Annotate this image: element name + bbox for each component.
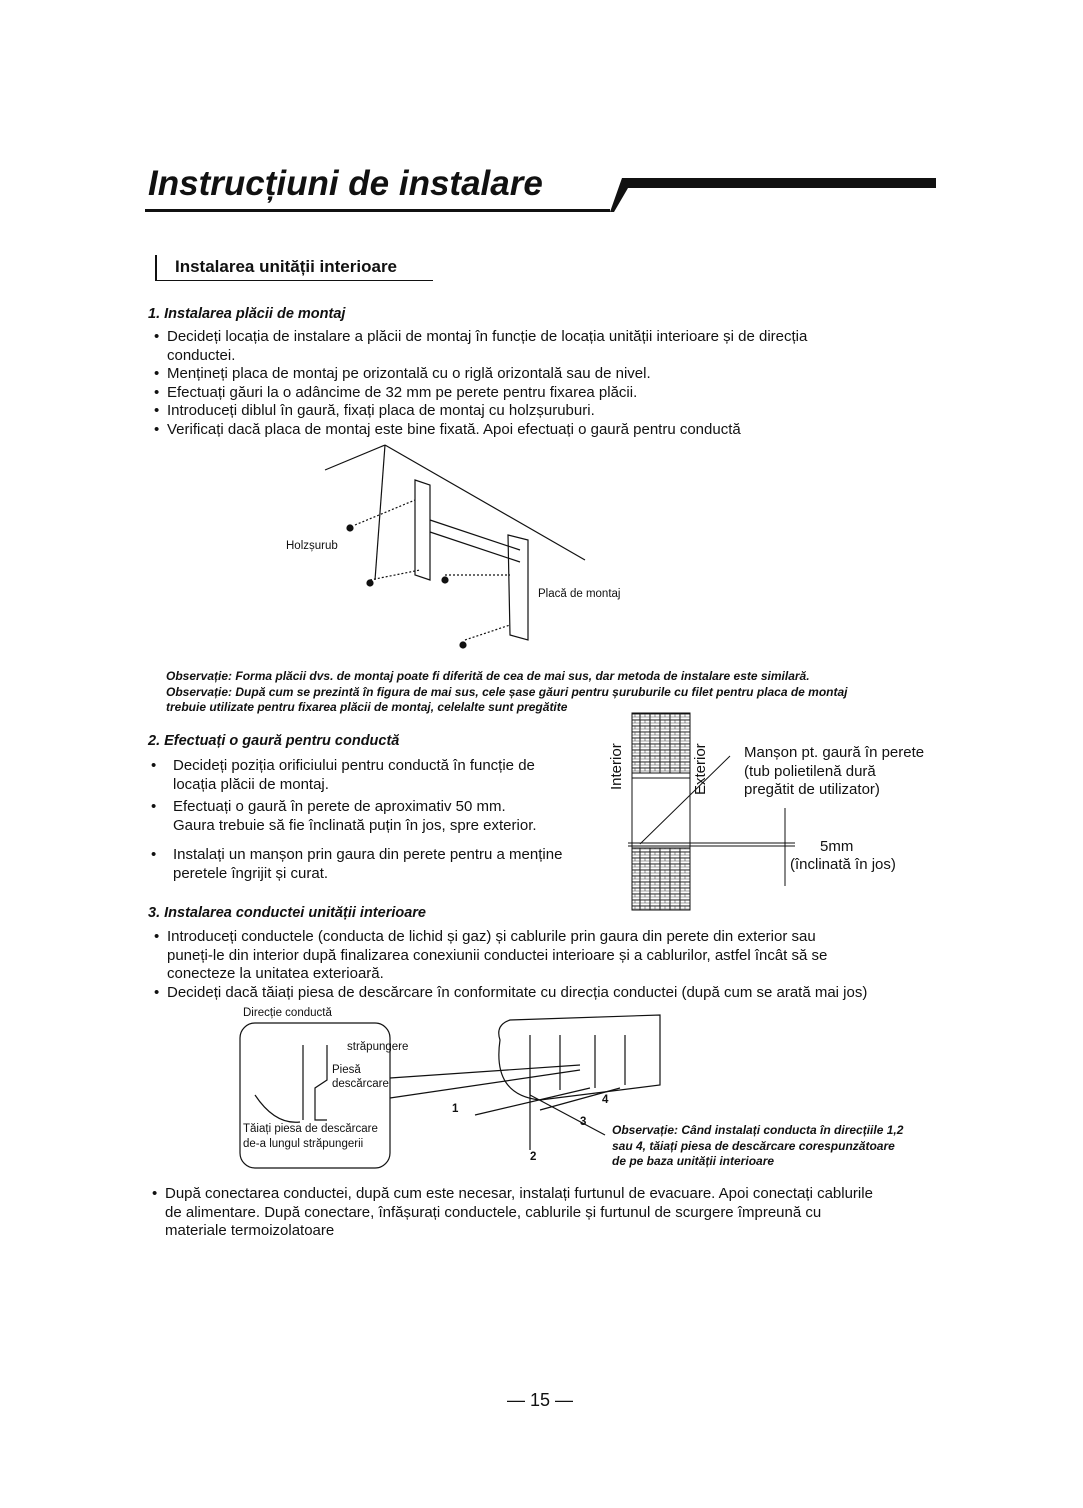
bullet-text: Efectuați găuri la o adâncime de 32 mm pe perete pentru fixarea plăcii. [167,383,638,401]
s3-note [612,1123,903,1170]
direction-2: 2 [530,1151,537,1163]
s3-heading: 3. Instalarea conductei unității interioare [148,905,426,921]
note: de pe baza unității interioare [612,1154,775,1168]
interior-label: Interior [608,743,625,790]
sleeve-line: (tub polietilenă dură [744,762,876,780]
plate-label: Placă de montaj [538,588,621,600]
s3-bullets: • Introduceți conductele (conducta de lichid și gaz) și cablurile prin gaura din perete din exterior sau puneți-le din interior după finalizarea conexiunii conductei interioare și a cablurilor, astfel încât să se conecteze la unitatea exterioară. • Decideți dacă tăiați piesa de descărcare în conformitate cu direcția conductei (după cum se arată mai jos) [154,928,868,1001]
final-bullet: • După conectarea conductei, după cum este necesar, instalați furtunul de evacuare. Apoi conectați cablurile de alimentare. După conectare, înfășurați conductele, cablurile și furtunul de scurgere împreună cu materiale termoizolatoare [152,1185,873,1239]
bullet-text: Introduceți diblul în gaură, fixați placa de montaj cu holzșuruburi. [167,402,595,419]
bullet-text: materiale termoizolatoare [165,1222,335,1239]
page-title: Instrucțiuni de instalare [148,164,543,203]
note: Observație: Forma plăcii dvs. de montaj poate fi diferită de cea de mai sus, dar metoda de instalare este similară. [166,669,810,683]
bullet-text: Introduceți conductele (conducta de lichid și gaz) și cablurile prin gaura din perete din exterior sau [167,928,816,945]
slope-value: 5mm [820,838,854,855]
sleeve-label [744,744,924,800]
bullet-text: Efectuați o gaură în perete de aproximativ 50 mm. [173,798,506,815]
s2-heading: 2. Efectuați o gaură pentru conductă [148,733,400,749]
cut-label: Tăiați piesa de descărcare [243,1123,378,1135]
direction-label: Direcție conductă [243,1007,332,1019]
bullet-text: peretele îngrijit și curat. [173,864,329,882]
bullet-text: Decideți locația de instalare a plăcii de montaj în funcție de locația unității interioare și de direcția [167,328,808,345]
bullet-text: conductei. [167,346,236,364]
note: sau 4, tăiați piesa de descărcare corespunzătoare [612,1138,895,1153]
note: trebuie utilizate pentru fixarea plăcii de montaj, celelalte sunt pregătite [166,700,568,714]
bullet-text: Verificați dacă placa de montaj este bine fixată. Apoi efectuați o gaură pentru conductă [167,420,741,438]
direction-3: 3 [580,1116,587,1128]
wall-hole-figure [600,708,920,918]
cut-label-2: de-a lungul străpungerii [243,1138,364,1150]
slope-note: (înclinată în jos) [790,856,896,873]
bullet-text: puneți-le din interior după finalizarea conexiunii conductei interioare și a cablurilor, astfel încât să se [167,946,828,964]
sleeve-line: pregătit de utilizator) [744,781,880,798]
s2-bullets: • Decideți poziția orificiului pentru conductă în funcție de locația plăcii de montaj. • Efectuați o gaură în perete de aproximativ 50 mm. Gaura trebuie să fie înclinată puțin în jos, spre exterior. • Instalați un manșon prin gaura din perete pentru a menține peretele îngrijit și curat. [151,757,563,882]
bullet-text: Decideți dacă tăiați piesa de descărcare în conformitate cu direcția conductei (după cum se arată mai jos) [167,983,868,1001]
bullet-text: Decideți poziția orificiului pentru conductă în funcție de [173,757,535,774]
pierce-label: străpungere [347,1041,409,1053]
piece-label: Piesă [332,1064,361,1076]
piece-label-2: descărcare [332,1078,389,1090]
title-rule [0,0,1083,230]
direction-1: 1 [452,1103,459,1115]
note: Observație: Când instalați conducta în direcțiile 1,2 [612,1123,904,1137]
exterior-label: Exterior [692,743,709,795]
bullet-text: Instalați un manșon prin gaura din perete pentru a menține [173,846,563,863]
bullet-text: locația plăcii de montaj. [173,775,329,793]
bullet-text: de alimentare. După conectare, înfășurați conductele, cablurile și furtunul de scurgere împreună cu [165,1203,822,1221]
mounting-plate-figure [280,440,680,660]
bullet-text: Mențineți placa de montaj pe orizontală cu o riglă orizontală sau de nivel. [167,365,651,382]
sleeve-line: Manșon pt. gaură în perete [744,744,925,761]
page-number: — 15 — [507,1390,574,1410]
section-heading: Instalarea unității interioare [155,255,433,281]
bullet-text: conecteze la unitatea exterioară. [167,965,384,982]
direction-4: 4 [602,1094,609,1106]
bullet-text: Gaura trebuie să fie înclinată puțin în jos, spre exterior. [173,816,537,834]
s1-heading: 1. Instalarea plăcii de montaj [148,306,346,322]
s1-bullets: • Decideți locația de instalare a plăcii de montaj în funcție de locația unității interioare și de direcția conductei. • Mențineți placa de montaj pe orizontală cu o riglă orizontală sau de nivel. • Efectuați găuri la o adâncime de 32 mm pe perete pentru fixarea plăcii. • Introduceți diblul în gaură, fixați placa de montaj cu holzșuruburi. • Verificați dacă placa de montaj este bine fixată. Apoi efectuați o gaură pentru conductă [154,328,808,438]
screw-label: Holzșurub [286,540,338,552]
note: Observație: După cum se prezintă în figura de mai sus, cele șase găuri pentru șuruburile cu filet pentru placa de montaj [166,684,848,699]
bullet-text: După conectarea conductei, după cum este necesar, instalați furtunul de evacuare. Apoi conectați cablurile [165,1185,873,1202]
